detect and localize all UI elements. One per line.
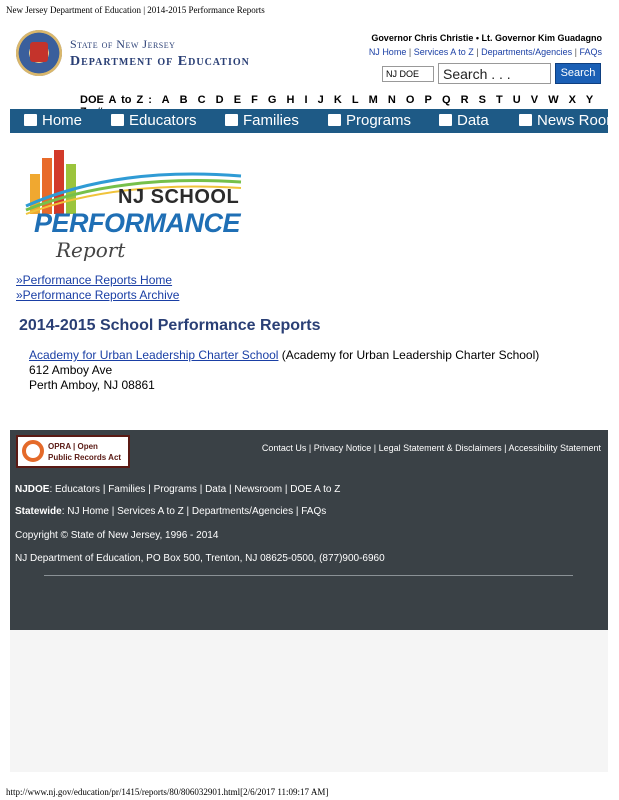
school-entry [29, 348, 539, 393]
nav-home[interactable] [24, 112, 82, 129]
az-letter[interactable]: J [317, 94, 324, 106]
link-nj-home[interactable]: NJ Home [368, 47, 407, 57]
performance-report-logo [16, 146, 246, 276]
nav-newsroom[interactable] [519, 112, 619, 129]
njdoe-label: NJDOE [15, 484, 50, 495]
az-letter[interactable]: B [179, 94, 188, 106]
dept-line1: State of New Jersey [70, 37, 176, 51]
link-faqs[interactable]: FAQs [579, 47, 602, 57]
footer [10, 430, 608, 630]
link-services-a-to-z[interactable]: Services A to Z [413, 47, 474, 57]
az-letter[interactable]: H [286, 94, 295, 106]
nav-label: Programs [346, 112, 412, 129]
az-letter[interactable]: R [460, 94, 469, 106]
footer-statewide-row [15, 506, 326, 517]
top-links: NJ Home | Services A to Z | Departments/Agencies | FAQs [368, 47, 602, 57]
school-address-2: Perth Amboy, NJ 08861 [29, 378, 155, 392]
nav-educators[interactable] [111, 112, 197, 129]
a-to-z-label: DOE A to Z : [80, 94, 152, 106]
nav-label: Home [42, 112, 83, 129]
dept-logo-text[interactable] [70, 36, 250, 70]
az-letter[interactable]: F [251, 94, 258, 106]
home-icon [24, 114, 37, 126]
dept-line2: Department of Education [70, 54, 250, 69]
nav-label: News Room [537, 112, 619, 129]
newspaper-icon [519, 114, 532, 126]
opra-line1: OPRA | Open [48, 442, 98, 451]
az-letter[interactable]: E [233, 94, 242, 106]
az-letter[interactable]: Q [441, 94, 451, 106]
copyright: Copyright © State of New Jersey, 1996 - 2014 [15, 530, 219, 541]
az-letter[interactable]: L [351, 94, 359, 106]
page-title: 2014-2015 School Performance Reports [19, 317, 321, 334]
database-icon [439, 114, 452, 126]
print-header: New Jersey Department of Education | 2014-2015 Performance Reports [6, 5, 265, 15]
statewide-label: Statewide [15, 506, 62, 517]
az-letter[interactable]: X [568, 94, 576, 106]
footer-njdoe-row [15, 484, 340, 495]
school-alt-name: (Academy for Urban Leadership Charter School) [278, 348, 540, 362]
az-letter[interactable]: N [387, 94, 396, 106]
nav-families[interactable] [225, 112, 299, 129]
az-letter[interactable]: Y [585, 94, 594, 106]
nav-programs[interactable] [328, 112, 411, 129]
az-letter[interactable]: K [333, 94, 342, 106]
nav-label: Data [457, 112, 489, 129]
az-letter[interactable]: O [405, 94, 415, 106]
content-area [10, 20, 619, 430]
opra-logo[interactable] [16, 435, 130, 468]
az-letter[interactable]: C [197, 94, 206, 106]
logo-line1: NJ SCHOOL [118, 186, 240, 208]
nav-label: Educators [129, 112, 197, 129]
main-nav [10, 109, 619, 133]
az-letter[interactable]: I [304, 94, 308, 106]
link-departments-agencies[interactable]: Departments/Agencies [481, 47, 573, 57]
az-letter[interactable]: U [512, 94, 521, 106]
page [10, 20, 619, 772]
school-link[interactable]: Academy for Urban Leadership Charter School [29, 348, 279, 362]
az-letter[interactable]: T [495, 94, 503, 106]
nav-data[interactable] [439, 112, 489, 129]
school-address-1: 612 Amboy Ave [29, 363, 113, 377]
search-button[interactable]: Search [555, 63, 601, 84]
statewide-links[interactable]: : NJ Home | Services A to Z | Departments/Agencies | FAQs [61, 506, 327, 517]
az-letter[interactable]: M [368, 94, 378, 106]
link-reports-archive[interactable]: »Performance Reports Archive [16, 288, 180, 302]
side-links [16, 273, 179, 303]
search-input[interactable]: Search . . . [438, 63, 551, 84]
az-letter[interactable]: G [267, 94, 277, 106]
search-scope-select[interactable]: NJ DOE [382, 66, 434, 82]
nav-label: Families [243, 112, 299, 129]
njdoe-links[interactable]: : Educators | Families | Programs | Data | Newsroom | DOE A to Z [49, 484, 341, 495]
footer-divider [44, 575, 573, 576]
governor-line: Governor Chris Christie • Lt. Governor Kim Guadagno [371, 33, 602, 43]
footer-legal-links[interactable]: Contact Us | Privacy Notice | Legal Statement & Disclaimers | Accessibility Statement [261, 443, 601, 453]
az-letter[interactable]: V [530, 94, 539, 106]
users-icon [225, 114, 238, 126]
az-letter[interactable]: A [161, 94, 170, 106]
az-letter[interactable]: S [478, 94, 486, 106]
opra-label [48, 441, 121, 463]
az-letter[interactable]: D [215, 94, 224, 106]
print-footer: http://www.nj.gov/education/pr/1415/reports/80/806032901.html[2/6/2017 11:09:17 AM] [6, 787, 329, 797]
footer-address: NJ Department of Education, PO Box 500, Trenton, NJ 08625-0500, (877)900-6960 [15, 553, 385, 564]
link-reports-home[interactable]: »Performance Reports Home [16, 273, 173, 287]
opra-line2: Public Records Act [48, 453, 122, 462]
logo-line2: PERFORMANCE [34, 208, 241, 238]
list-icon [328, 114, 341, 126]
opra-icon [22, 440, 44, 462]
az-letter[interactable]: P [424, 94, 432, 106]
book-icon [111, 114, 124, 126]
logo-line3: Report [56, 238, 126, 262]
nj-seal-icon[interactable] [16, 30, 62, 76]
az-letter[interactable]: W [548, 94, 559, 106]
